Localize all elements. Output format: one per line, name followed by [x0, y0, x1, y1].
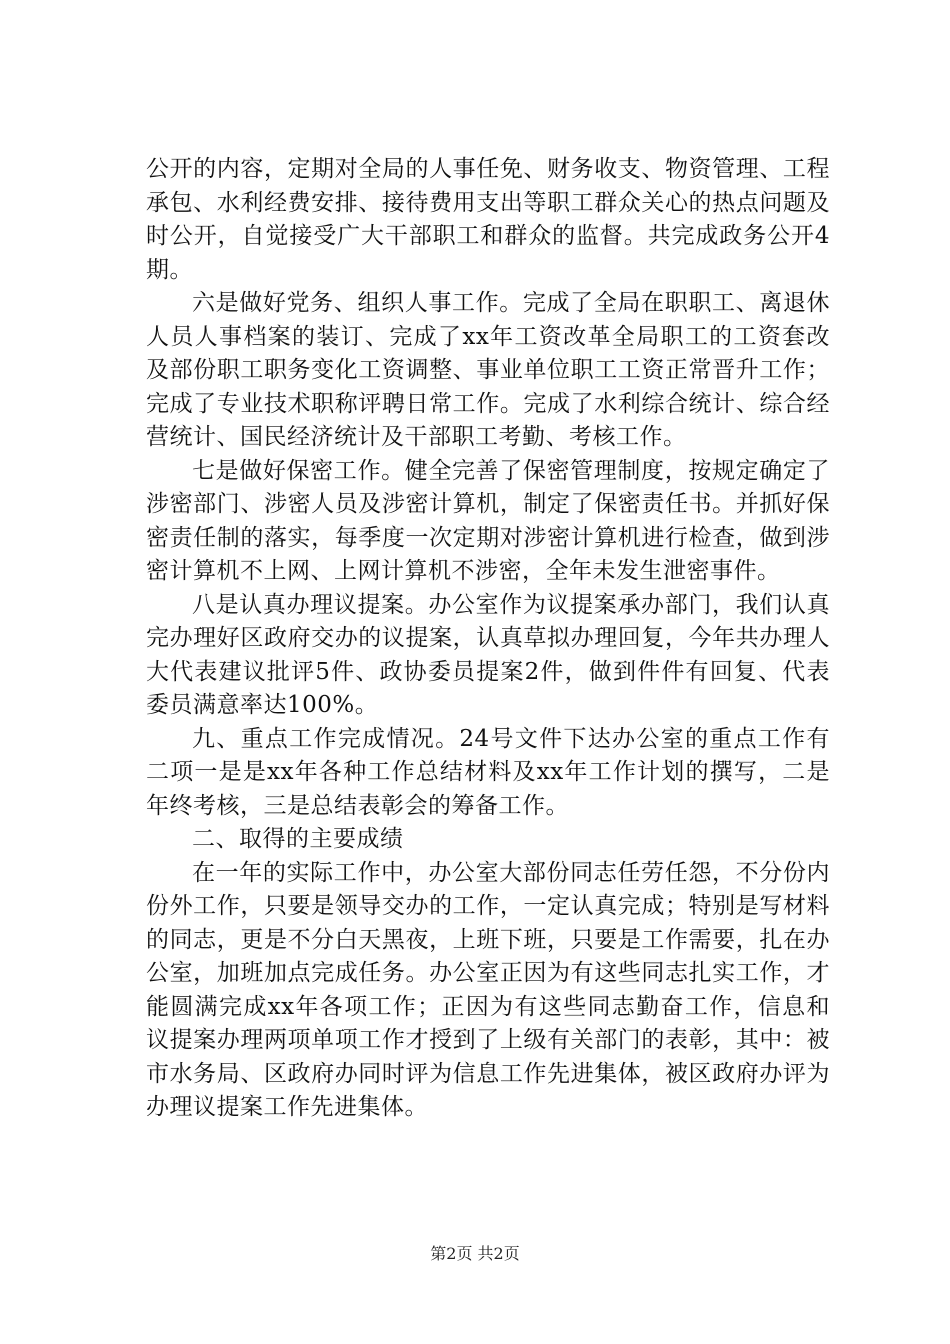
paragraph-proposals: 八是认真办理议提案。办公室作为议提案承办部门，我们认真完办理好区政府交办的议提案，认真草拟办理回复，今年共办理人大代表建议批评5件、政协委员提案2件，做到件件有回复、代表委员满意率达100%。: [146, 591, 830, 718]
paragraph-key-work: 九、重点工作完成情况。24号文件下达办公室的重点工作有二项一是是xx年各种工作总结材料及xx年工作计划的撰写，二是年终考核，三是总结表彰会的筹备工作。: [146, 725, 830, 819]
paragraph-confidentiality: 七是做好保密工作。健全完善了保密管理制度，按规定确定了涉密部门、涉密人员及涉密计算机，制定了保密责任书。并抓好保密责任制的落实，每季度一次定期对涉密计算机进行检查，做到涉密计算机不上网、上网计算机不涉密，全年未发生泄密事件。: [146, 457, 830, 584]
paragraph-party-affairs: 六是做好党务、组织人事工作。完成了全局在职职工、离退休人员人事档案的装订、完成了xx年工资改革全局职工的工资套改及部份职工职务变化工资调整、事业单位职工工资正常晋升工作；完成了专业技术职称评聘日常工作。完成了水利综合统计、综合经营统计、国民经济统计及干部职工考勤、考核工作。: [146, 290, 830, 450]
document-body: [146, 153, 830, 1125]
paragraph-continued: 公开的内容，定期对全局的人事任免、财务收支、物资管理、工程承包、水利经费安排、接待费用支出等职工群众关心的热点问题及时公开，自觉接受广大干部职工和群众的监督。共完成政务公开4期。: [146, 156, 830, 283]
section-heading-achievements: 二、取得的主要成绩: [192, 826, 404, 852]
paragraph-achievements: 在一年的实际工作中，办公室大部份同志任劳任怨，不分份内份外工作，只要是领导交办的工作，一定认真完成；特别是写材料的同志，更是不分白天黑夜，上班下班，只要是工作需要，扎在办公室，加班加点完成任务。办公室正因为有这些同志扎实工作，才能圆满完成xx年各项工作；正因为有这些同志勤奋工作，信息和议提案办理两项单项工作才授到了上级有关部门的表彰，其中：被市水务局、区政府办同时评为信息工作先进集体，被区政府办评为办理议提案工作先进集体。: [146, 859, 830, 1120]
page-footer: 第2页 共2页: [430, 1244, 520, 1263]
